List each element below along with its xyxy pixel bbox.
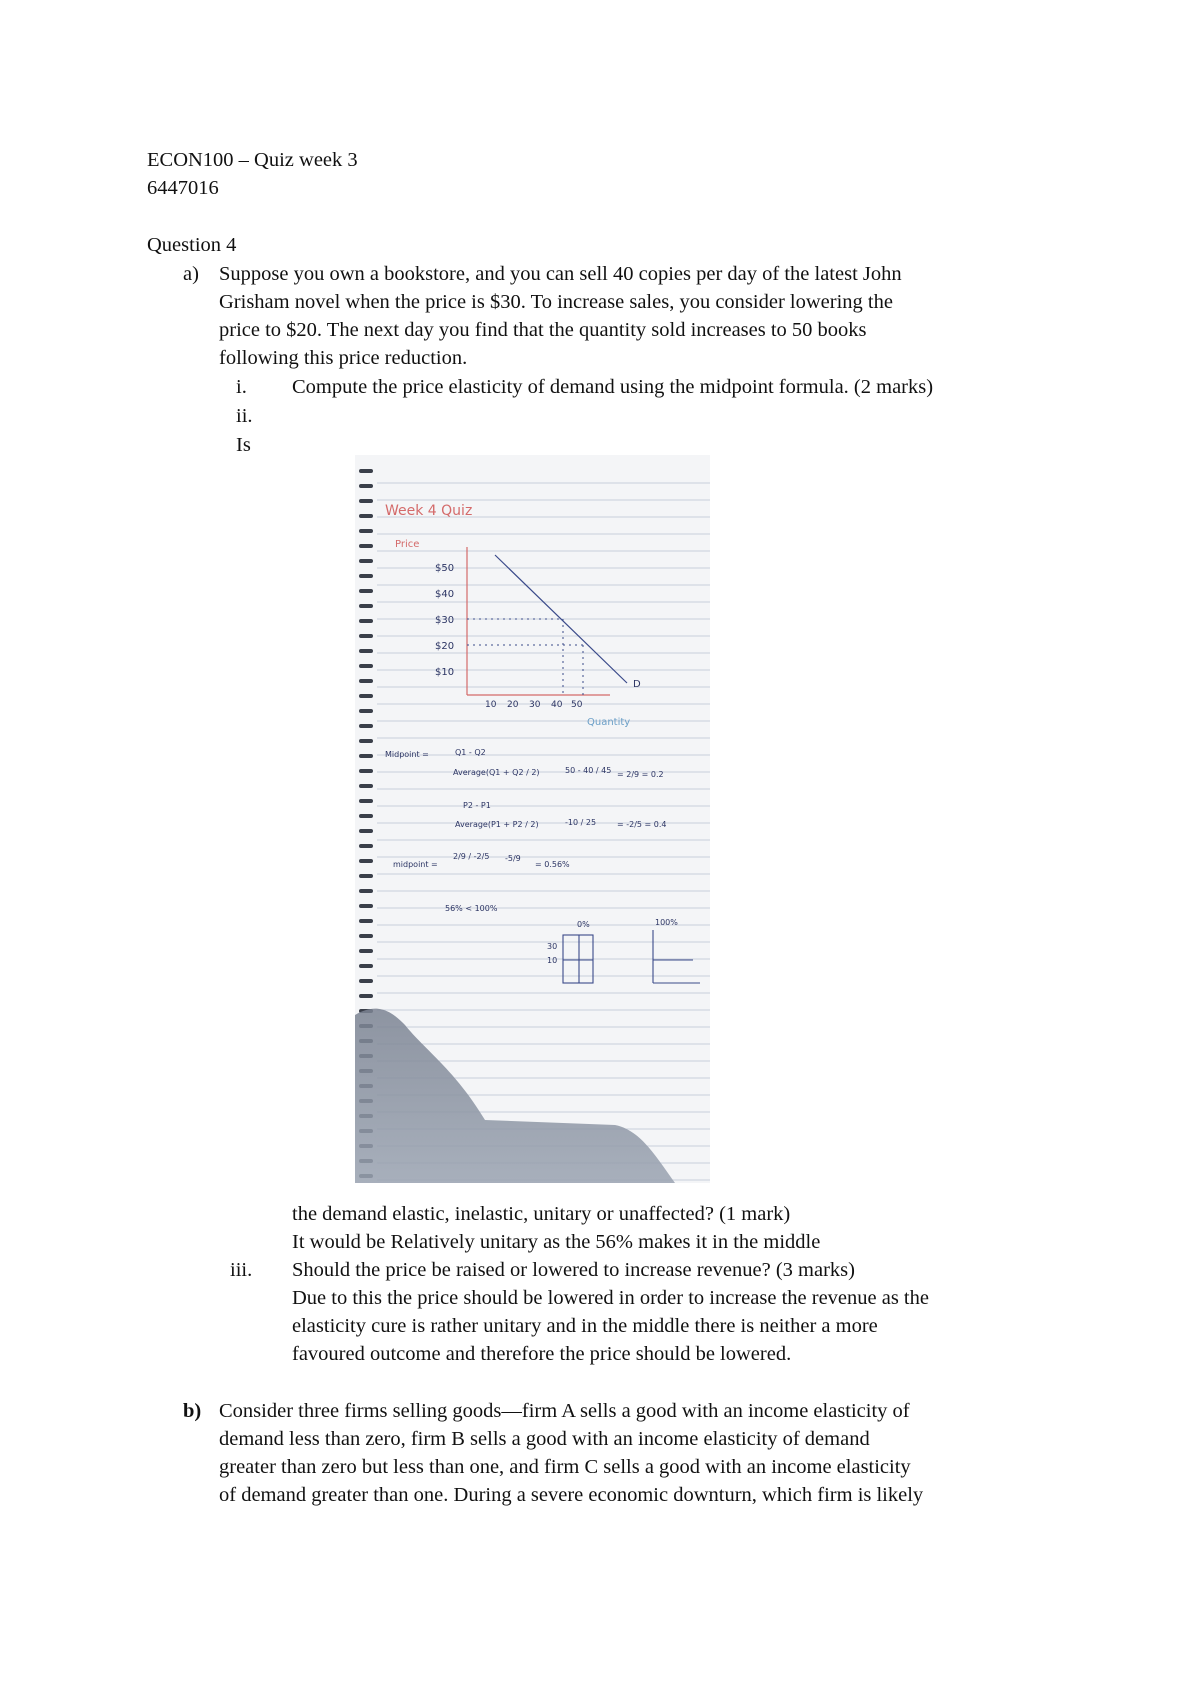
spiral-ring: [359, 604, 373, 608]
spiral-ring: [359, 649, 373, 653]
y-tick: $30: [435, 615, 455, 626]
spiral-ring: [359, 799, 373, 803]
spiral-ring: [359, 559, 373, 563]
p-den: Average(P1 + P2 / 2): [455, 820, 539, 829]
midpoint-label: Midpoint =: [385, 750, 429, 759]
comparison: 56% < 100%: [445, 904, 498, 913]
spiral-ring: [359, 679, 373, 683]
item-i-text: Compute the price elasticity of demand using the midpoint formula. (2 marks): [292, 376, 934, 398]
box2-label: 100%: [655, 918, 678, 927]
course-title: ECON100 – Quiz week 3: [147, 149, 358, 171]
spiral-ring: [359, 859, 373, 863]
part-b-label: b): [183, 1400, 202, 1422]
spiral-ring: [359, 469, 373, 473]
part-b-line: demand less than zero, firm B sells a good with an income elasticity of demand: [219, 1428, 870, 1450]
item-ii-label: ii.: [236, 405, 253, 427]
spiral-ring: [359, 934, 373, 938]
spiral-ring: [359, 514, 373, 518]
spiral-ring: [359, 634, 373, 638]
item-iii-answer: favoured outcome and therefore the price should be lowered.: [292, 1343, 792, 1365]
p-frac: -10 / 25: [565, 818, 597, 827]
spiral-ring: [359, 994, 373, 998]
item-iii-answer: elasticity cure is rather unitary and in the middle there is neither a more: [292, 1315, 878, 1337]
spiral-ring: [359, 904, 373, 908]
spiral-ring: [359, 784, 373, 788]
photo-y-axis-label: Price: [395, 539, 420, 550]
question-title: Question 4: [147, 234, 237, 256]
x-tick: 10: [485, 700, 497, 710]
item-iii-text: Should the price be raised or lowered to increase revenue? (3 marks): [292, 1259, 855, 1281]
part-a-line: price to $20. The next day you find that the quantity sold increases to 50 books: [219, 319, 867, 341]
spiral-ring: [359, 964, 373, 968]
spiral-ring: [359, 499, 373, 503]
spiral-ring: [359, 724, 373, 728]
spiral-ring: [359, 874, 373, 878]
spiral-ring: [359, 949, 373, 953]
box1-label: 0%: [577, 920, 590, 929]
spiral-ring: [359, 829, 373, 833]
spiral-ring: [359, 709, 373, 713]
part-a-line: Suppose you own a bookstore, and you can sell 40 copies per day of the latest John: [219, 263, 902, 285]
result-frac: 2/9 / -2/5: [453, 852, 490, 861]
notebook-photo: [355, 455, 710, 1183]
part-b-line: Consider three firms selling goods—firm A sells a good with an income elasticity of: [219, 1400, 910, 1422]
spiral-ring: [359, 529, 373, 533]
photo-title: Week 4 Quiz: [385, 503, 473, 519]
item-ii-answer: It would be Relatively unitary as the 56% makes it in the middle: [292, 1231, 821, 1253]
part-a-label: a): [183, 263, 199, 285]
spiral-ring: [359, 619, 373, 623]
spiral-ring: [359, 544, 373, 548]
y-tick: $20: [435, 641, 455, 652]
spiral-ring: [359, 739, 373, 743]
result-frac2: -5/9: [505, 854, 521, 863]
y-tick: $40: [435, 589, 455, 600]
item-ii-text: Is: [236, 434, 251, 456]
spiral-ring: [359, 889, 373, 893]
x-tick: 50: [571, 700, 583, 710]
item-i-label: i.: [236, 376, 247, 398]
part-a-line: following this price reduction.: [219, 347, 468, 369]
p-num: P2 - P1: [463, 801, 491, 810]
part-b-line: of demand greater than one. During a severe economic downturn, which firm is likely: [219, 1484, 924, 1506]
y-tick: $10: [435, 667, 455, 678]
spiral-ring: [359, 754, 373, 758]
spiral-ring: [359, 769, 373, 773]
spiral-ring: [359, 814, 373, 818]
x-tick: 20: [507, 700, 519, 710]
part-a-line: Grisham novel when the price is $30. To increase sales, you consider lowering the: [219, 291, 893, 313]
item-iii-label: iii.: [230, 1259, 253, 1281]
photo-x-axis-label: Quantity: [587, 717, 631, 728]
p-eq: = -2/5 = 0.4: [617, 820, 667, 829]
q-num: Q1 - Q2: [455, 748, 486, 757]
student-id: 6447016: [147, 177, 219, 199]
item-iii-answer: Due to this the price should be lowered in order to increase the revenue as the: [292, 1287, 929, 1309]
y-tick: $50: [435, 563, 455, 574]
result-value: = 0.56%: [535, 860, 570, 869]
q-eq: = 2/9 = 0.2: [617, 770, 664, 779]
spiral-ring: [359, 694, 373, 698]
q-frac: 50 - 40 / 45: [565, 766, 612, 775]
spiral-ring: [359, 664, 373, 668]
spiral-ring: [359, 919, 373, 923]
q-den: Average(Q1 + Q2 / 2): [453, 768, 540, 777]
box-y1: 30: [547, 942, 558, 951]
item-ii-continuation: the demand elastic, inelastic, unitary or unaffected? (1 mark): [292, 1203, 791, 1225]
spiral-ring: [359, 574, 373, 578]
x-tick: 30: [529, 700, 541, 710]
spiral-ring: [359, 589, 373, 593]
spiral-ring: [359, 979, 373, 983]
x-tick: 40: [551, 700, 563, 710]
curve-label: D: [633, 679, 641, 690]
box-y2: 10: [547, 956, 558, 965]
part-b-line: greater than zero but less than one, and firm C sells a good with an income elasticity: [219, 1456, 911, 1478]
spiral-ring: [359, 484, 373, 488]
result-label: midpoint =: [393, 860, 438, 869]
spiral-ring: [359, 844, 373, 848]
